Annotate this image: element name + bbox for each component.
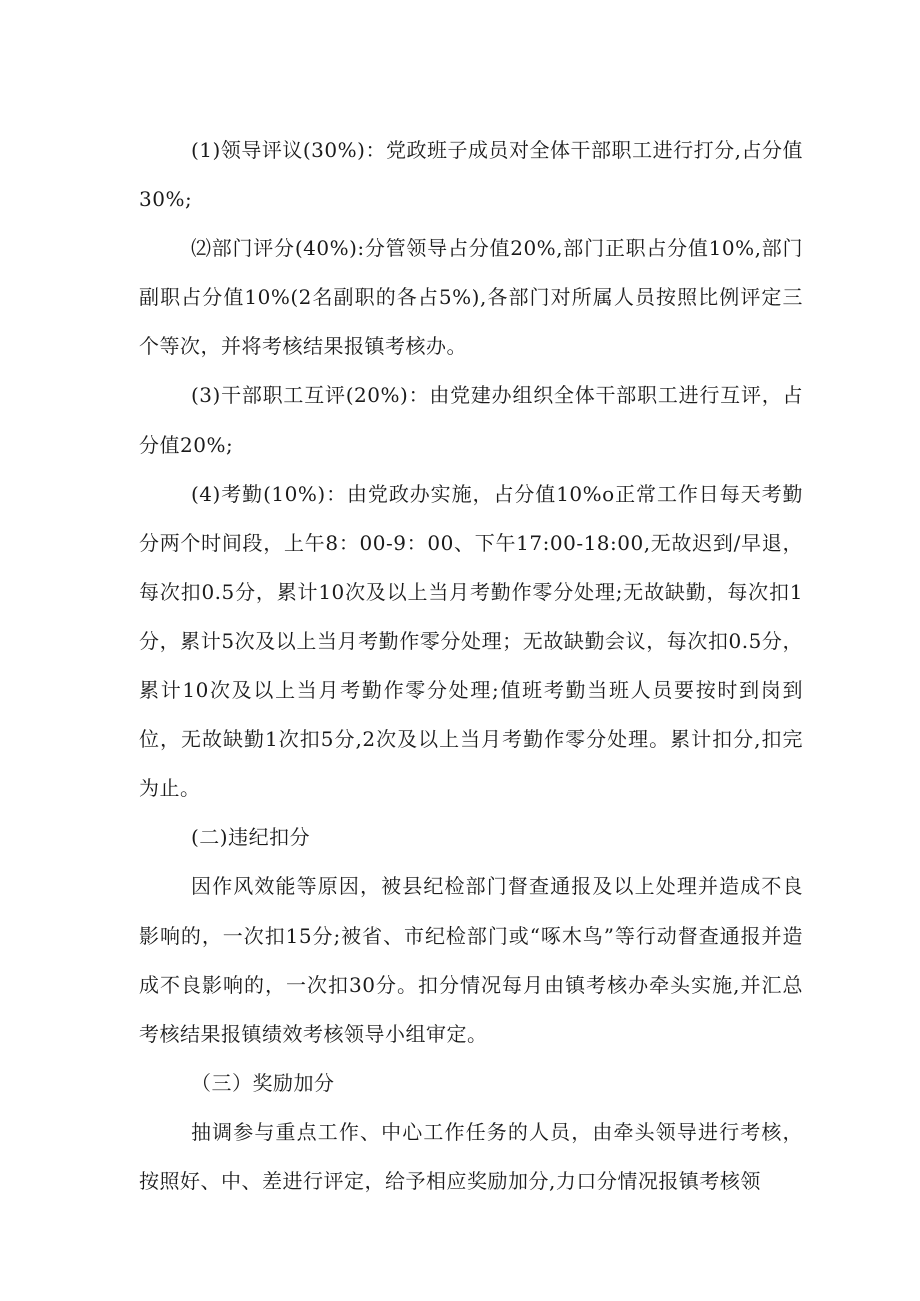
paragraph-leadership-review: (1)领导评议(30%)：党政班子成员对全体干部职工进行打分,占分值30%; xyxy=(139,138,803,212)
document-body xyxy=(139,126,803,1206)
paragraph-attendance: (4)考勤(10%)：由党政办实施，占分值10%o正常工作日每天考勤分两个时间段，上午8：00-9：00、下午17:00-18:00,无故迟到/早退，每次扣0.5分，累计10次及以上当月考勤作零分处理;无故缺勤，每次扣1分，累计5次及以上当月考勤作零分处理；无故缺勤会议，每次扣0.5分，累计10次及以上当月考勤作零分处理;值班考勤当班人员要按时到岗到位，无故缺勤1次扣5分,2次及以上当月考勤作零分处理。累计扣分,扣完为止。 xyxy=(139,481,803,801)
section-heading-discipline-deduction: (二)违纪扣分 xyxy=(191,825,311,850)
paragraph-discipline-deduction: 因作风效能等原因，被县纪检部门督查通报及以上处理并造成不良影响的，一次扣15分;被省、市纪检部门或“啄木鸟”等行动督查通报并造成不良影响的，一次扣30分。扣分情况每月由镇考核办牵头实施,并汇总考核结果报镇绩效考核领导小组审定。 xyxy=(139,874,803,1046)
paragraph-peer-review: (3)干部职工互评(20%)：由党建办组织全体干部职工进行互评，占分值20%; xyxy=(139,383,803,457)
section-heading-reward-bonus: （三）奖励加分 xyxy=(191,1070,335,1095)
paragraph-reward-bonus: 抽调参与重点工作、中心工作任务的人员，由牵头领导进行考核，按照好、中、差进行评定，给予相应奖励加分,力口分情况报镇考核领 xyxy=(139,1119,803,1193)
paragraph-department-score: ⑵部门评分(40%):分管领导占分值20%,部门正职占分值10%,部门副职占分值10%(2名副职的各占5%),各部门对所属人员按照比例评定三个等次，并将考核结果报镇考核办。 xyxy=(139,236,803,359)
